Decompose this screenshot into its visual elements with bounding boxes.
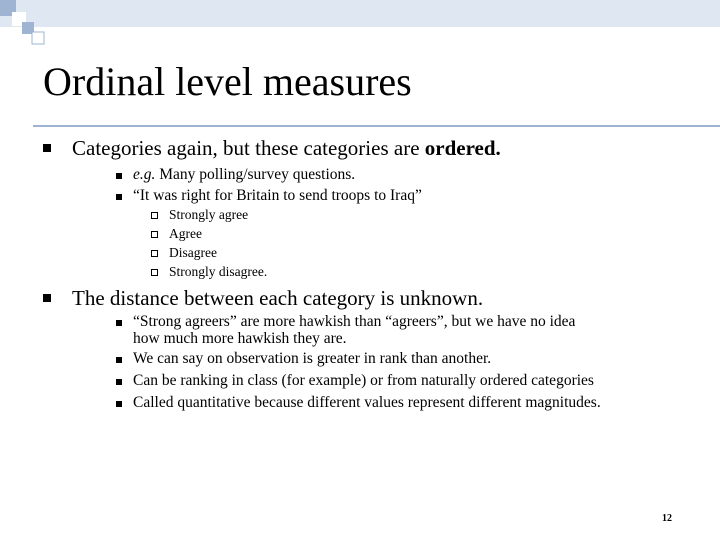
bullet-square-icon [116,320,122,326]
option-agree: Agree [169,226,202,241]
bullet-square-icon [116,194,122,200]
bullet-square-icon [43,294,51,302]
bullet-italic-text: e.g. [133,166,156,183]
bullet-ranking: Can be ranking in class (for example) or from naturally ordered categories [133,372,594,389]
bullet-categories [72,136,501,160]
bullet-distance: The distance between each category is unknown. [72,286,484,310]
bullet-iraq-question: “It was right for Britain to send troops to Iraq” [133,187,422,204]
option-disagree: Disagree [169,245,217,260]
slide-title: Ordinal level measures [43,59,412,104]
bullet-hawkish-line2: how much more hawkish they are. [133,330,347,347]
bullet-text: Many polling/survey questions. [155,166,356,183]
bullet-hawkish-line1: “Strong agreers” are more hawkish than “agreers”, but we have no idea [133,313,576,330]
bullet-bold-text: ordered. [424,136,501,160]
bullet-text: Categories again, but these categories are [72,136,425,160]
title-divider [33,125,720,127]
page-number: 12 [662,513,672,524]
option-strongly-agree: Strongly agree [169,207,249,222]
checkbox-bullet-icon [151,212,158,219]
bullet-quantitative: Called quantitative because different values represent different magnitudes. [133,394,601,411]
bullet-square-icon [116,173,122,179]
checkbox-bullet-icon [151,269,158,276]
bullet-square-icon [116,379,122,385]
header-decoration [0,0,720,60]
checkbox-bullet-icon [151,250,158,257]
bullet-square-icon [43,144,51,152]
bullet-polling [133,166,355,184]
bullet-square-icon [116,357,122,363]
bullet-observation: We can say on observation is greater in rank than another. [133,350,492,367]
bullet-square-icon [116,401,122,407]
option-strongly-disagree: Strongly disagree. [169,264,268,279]
checkbox-bullet-icon [151,231,158,238]
